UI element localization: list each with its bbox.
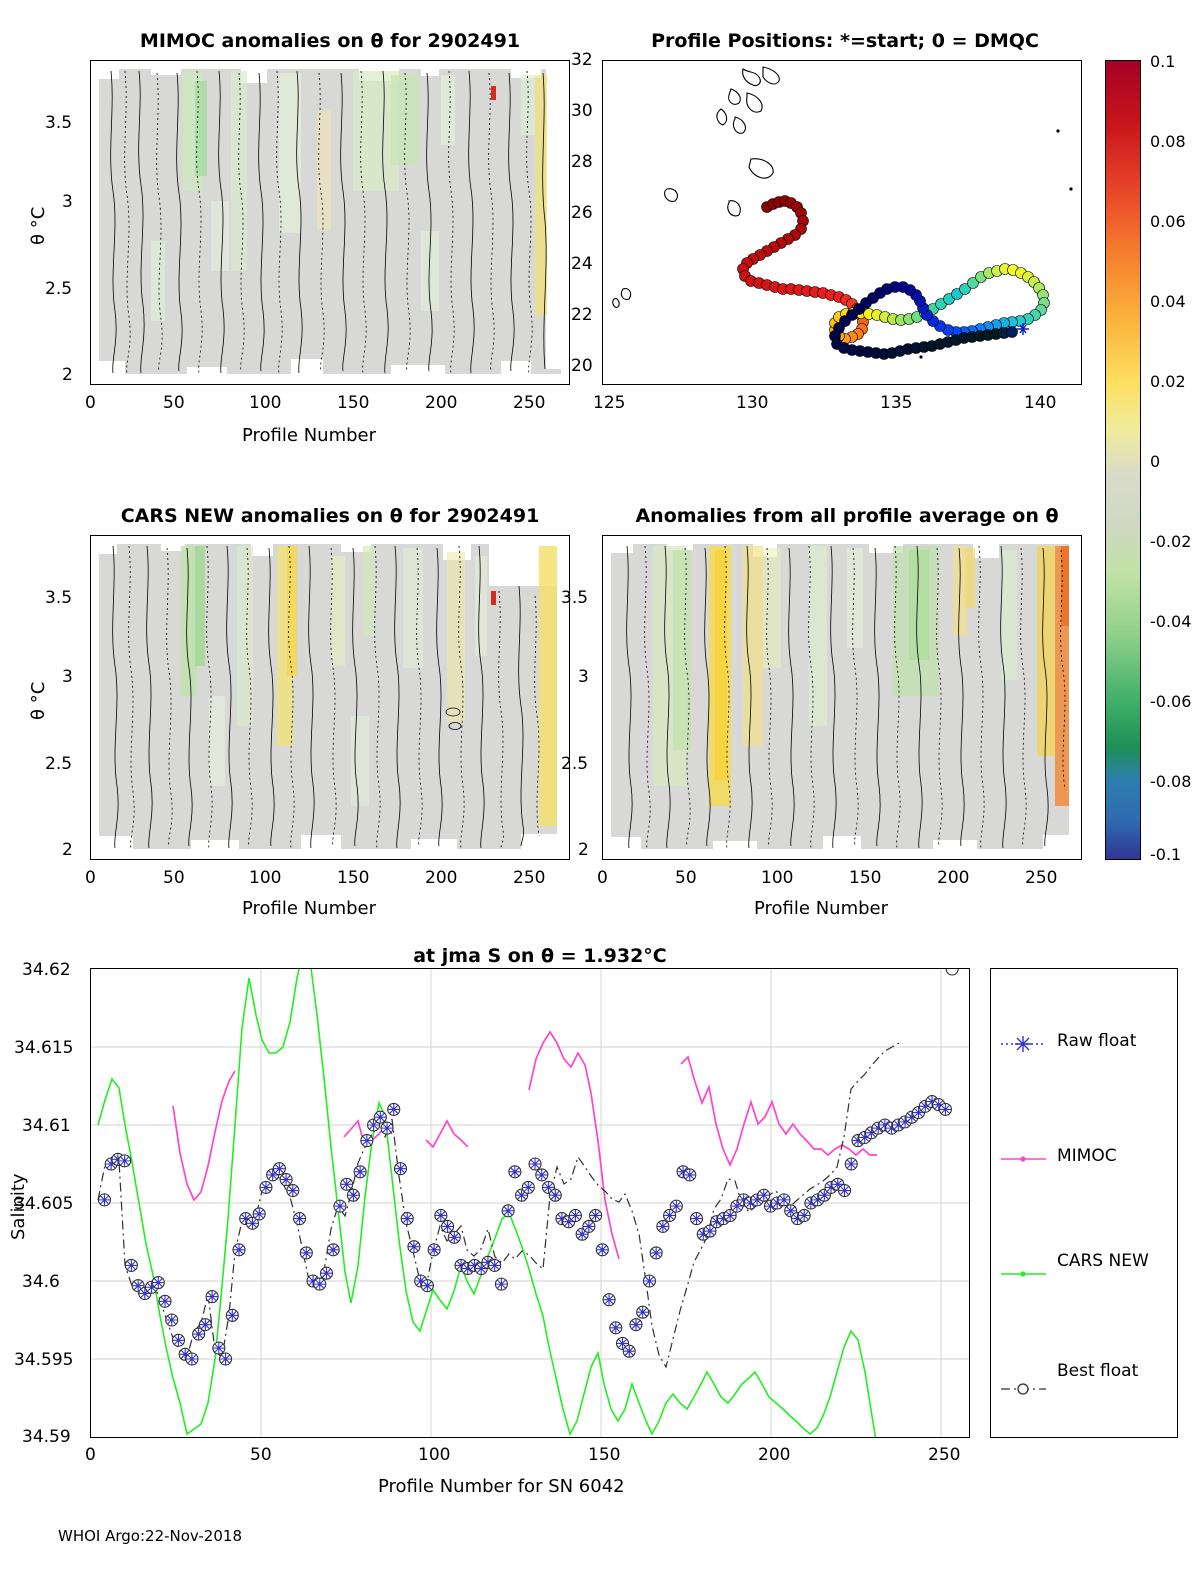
legend-label-best-float: Best float (1057, 1361, 1139, 1381)
positions-map (603, 61, 1081, 384)
positions-ytick-20: 20 (571, 356, 593, 376)
allprof-ytick-2: 2 (578, 840, 589, 860)
cars-ylabel: θ °C (28, 681, 49, 720)
salinity-ytick-34595: 34.595 (14, 1350, 74, 1370)
colorbar-gradient (1105, 60, 1141, 860)
salinity-xlabel: Profile Number for SN 6042 (378, 1476, 625, 1497)
mimoc-axes (90, 60, 570, 385)
mimoc-xtick-250: 250 (513, 393, 546, 413)
mimoc-xtick-0: 0 (85, 393, 96, 413)
salinity-ytick-3461: 34.61 (22, 1116, 71, 1136)
positions-ytick-28: 28 (571, 152, 593, 172)
mimoc-panel-title: MIMOC anomalies on θ for 2902491 (139, 30, 521, 52)
salinity-ytick-346: 34.6 (22, 1272, 60, 1292)
allprof-xtick-100: 100 (761, 868, 794, 888)
colorbar-tick-1: 0.08 (1150, 132, 1186, 151)
salinity-panel-title: at jma S on θ = 1.932°C (413, 945, 667, 967)
salinity-xtick-0: 0 (85, 1445, 96, 1465)
legend-label-mimoc: MIMOC (1057, 1146, 1117, 1166)
colorbar-tick-4: 0.02 (1150, 372, 1186, 391)
salinity-xtick-100: 100 (418, 1445, 451, 1465)
salinity-ytick-3462: 34.62 (22, 960, 71, 980)
mimoc-xlabel: Profile Number (242, 425, 376, 446)
cars-ytick-3: 3 (62, 667, 73, 687)
salinity-ylabel: Salinity (8, 1173, 29, 1240)
cars-xtick-100: 100 (249, 868, 282, 888)
positions-xtick-135: 135 (880, 393, 913, 413)
cars-xlabel: Profile Number (242, 898, 376, 919)
mimoc-xtick-100: 100 (249, 393, 282, 413)
cars-ytick-2: 2 (62, 840, 73, 860)
positions-ytick-24: 24 (571, 254, 593, 274)
colorbar-tick-2: 0.06 (1150, 212, 1186, 231)
mimoc-xtick-200: 200 (425, 393, 458, 413)
colorbar-tick-3: 0.04 (1150, 292, 1186, 311)
mimoc-ytick-2: 2 (62, 365, 73, 385)
mimoc-xtick-50: 50 (163, 393, 185, 413)
positions-ytick-22: 22 (571, 305, 593, 325)
cars-axes (90, 535, 570, 860)
colorbar-tick-8: -0.06 (1150, 692, 1192, 711)
allprof-xtick-250: 250 (1025, 868, 1058, 888)
allprof-ytick-3: 3 (578, 667, 589, 687)
salinity-xtick-50: 50 (250, 1445, 272, 1465)
colorbar-tick-10: -0.1 (1150, 845, 1182, 864)
salinity-ytick-3459: 34.59 (22, 1427, 71, 1447)
cars-xtick-0: 0 (85, 868, 96, 888)
mimoc-contour-plot (91, 61, 569, 384)
salinity-xtick-250: 250 (928, 1445, 961, 1465)
colorbar-tick-9: -0.08 (1150, 772, 1192, 791)
salinity-xtick-150: 150 (588, 1445, 621, 1465)
colorbar-tick-0: 0.1 (1150, 52, 1176, 71)
allprof-panel-title: Anomalies from all profile average on θ (635, 505, 1059, 527)
positions-ytick-30: 30 (571, 101, 593, 121)
salinity-xtick-200: 200 (758, 1445, 791, 1465)
figure-footer: WHOI Argo:22-Nov-2018 (58, 1527, 242, 1545)
mimoc-ytick-35: 3.5 (45, 113, 73, 133)
cars-xtick-50: 50 (163, 868, 185, 888)
allprof-ytick-25: 2.5 (561, 754, 589, 774)
positions-xtick-140: 140 (1024, 393, 1057, 413)
cars-xtick-250: 250 (513, 868, 546, 888)
salinity-ytick-34605: 34.605 (14, 1194, 74, 1214)
cars-contour-plot (91, 536, 569, 859)
allprof-xtick-150: 150 (849, 868, 882, 888)
positions-xtick-130: 130 (736, 393, 769, 413)
cars-ytick-35: 3.5 (45, 588, 73, 608)
mimoc-ytick-25: 2.5 (45, 279, 73, 299)
mimoc-xtick-150: 150 (337, 393, 370, 413)
cars-ytick-25: 2.5 (45, 754, 73, 774)
legend-label-raw-float: Raw float (1057, 1031, 1137, 1051)
mimoc-ylabel: θ °C (28, 206, 49, 245)
salinity-ytick-34615: 34.615 (14, 1038, 74, 1058)
salinity-axes (90, 968, 970, 1438)
allprof-xtick-50: 50 (675, 868, 697, 888)
positions-panel-title: Profile Positions: *=start; 0 = DMQC (651, 30, 1039, 52)
salinity-timeseries (91, 969, 969, 1437)
allprof-xtick-200: 200 (937, 868, 970, 888)
colorbar-tick-6: -0.02 (1150, 532, 1192, 551)
colorbar-tick-5: 0 (1150, 452, 1161, 471)
cars-xtick-150: 150 (337, 868, 370, 888)
allprof-axes (602, 535, 1082, 860)
allprof-contour-plot (603, 536, 1081, 859)
colorbar-tick-7: -0.04 (1150, 612, 1192, 631)
legend-label-cars-new: CARS NEW (1057, 1251, 1149, 1271)
positions-xtick-125: 125 (593, 393, 626, 413)
mimoc-ytick-3: 3 (62, 192, 73, 212)
cars-xtick-200: 200 (425, 868, 458, 888)
positions-axes (602, 60, 1082, 385)
colorbar (1105, 60, 1141, 860)
allprof-ytick-35: 3.5 (561, 588, 589, 608)
positions-ytick-32: 32 (571, 50, 593, 70)
positions-ytick-26: 26 (571, 203, 593, 223)
allprof-xlabel: Profile Number (754, 898, 888, 919)
allprof-xtick-0: 0 (597, 868, 608, 888)
cars-panel-title: CARS NEW anomalies on θ for 2902491 (120, 505, 540, 527)
